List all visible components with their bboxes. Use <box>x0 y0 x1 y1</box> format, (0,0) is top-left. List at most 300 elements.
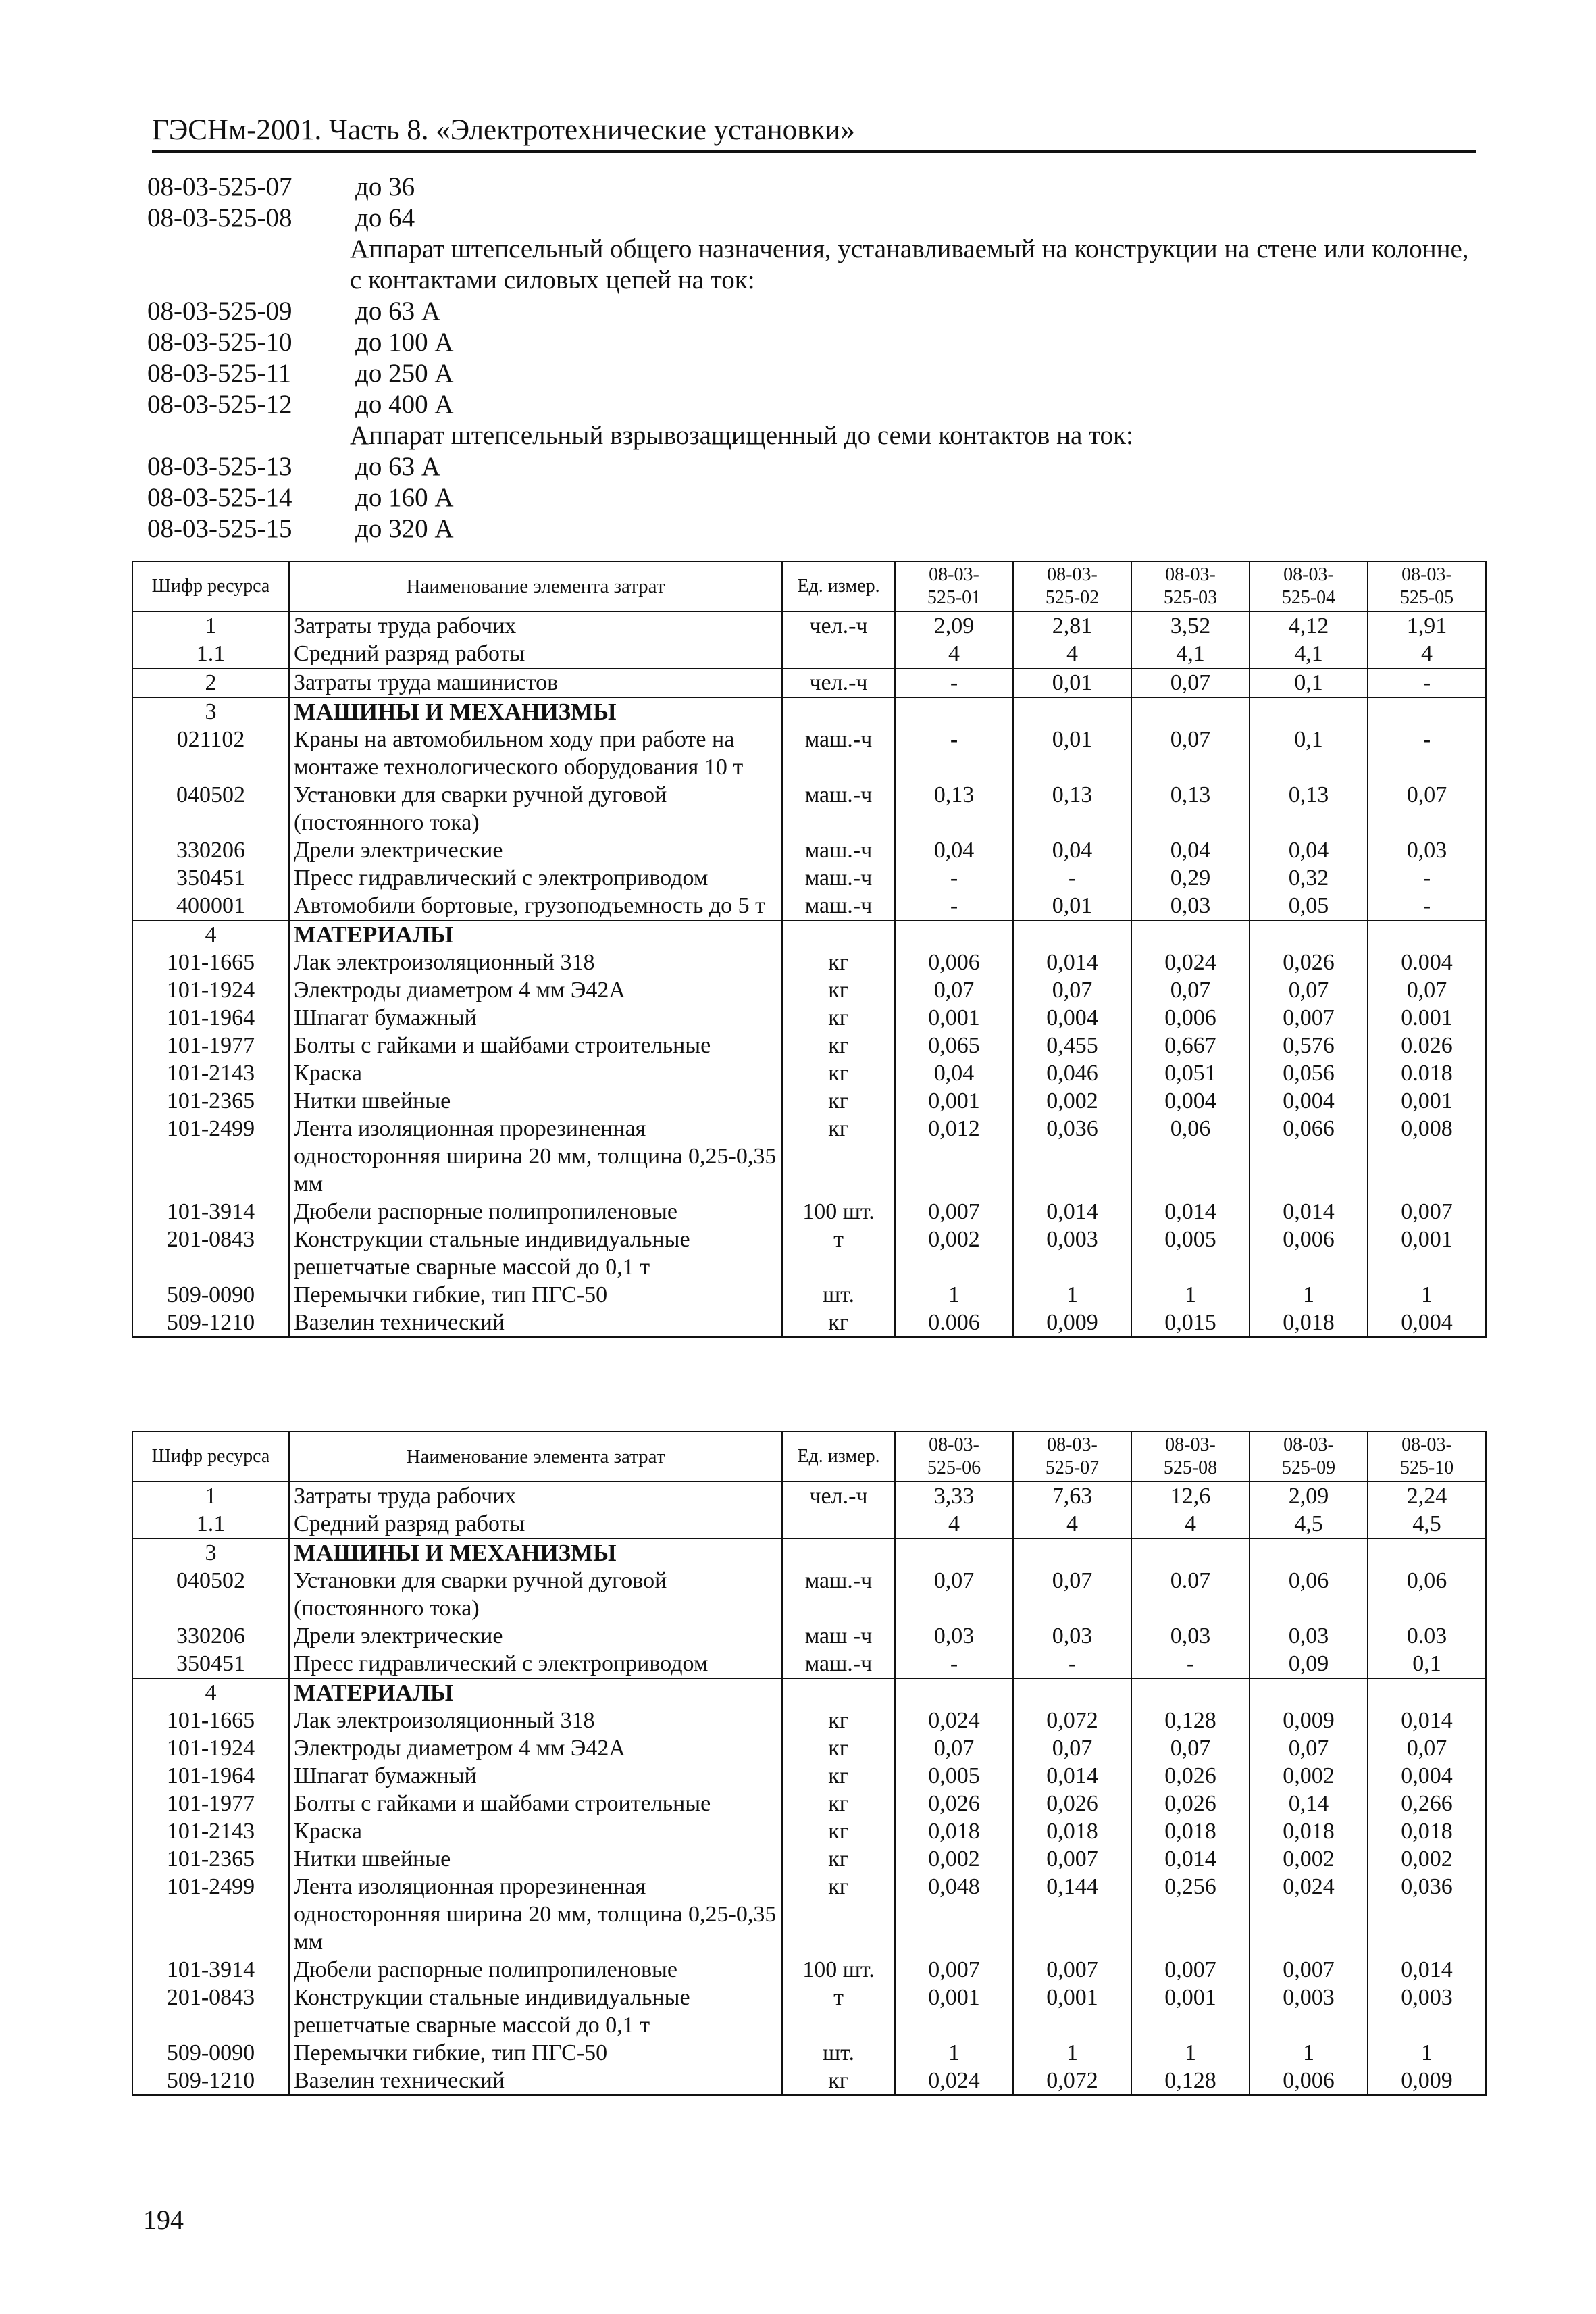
row-value: 0,046 <box>1013 1059 1131 1087</box>
row-value: 0,07 <box>895 1734 1013 1762</box>
row-unit: т <box>782 1226 895 1281</box>
table-row <box>132 1650 1486 1678</box>
row-value: 7,63 <box>1013 1482 1131 1510</box>
table-row <box>132 1845 1486 1873</box>
row-code: 101-2143 <box>132 1059 289 1087</box>
row-value: 0,004 <box>1368 1309 1486 1337</box>
row-unit: кг <box>782 1873 895 1956</box>
row-unit: чел.-ч <box>782 611 895 640</box>
row-value: 0,009 <box>1013 1309 1131 1337</box>
header-norm-code-part: 08-03- <box>1401 1434 1452 1455</box>
row-name: МАТЕРИАЛЫ <box>289 920 782 949</box>
table-row <box>132 1678 1486 1707</box>
row-code: 101-2365 <box>132 1845 289 1873</box>
row-name: Шпагат бумажный <box>289 1762 782 1790</box>
resource-code: 08-03-525-12 <box>147 390 292 419</box>
resource-code: 08-03-525-13 <box>147 452 292 481</box>
resource-description: Аппарат штепсельный взрывозащищенный до семи контактов на ток: <box>350 421 1133 450</box>
table-row <box>132 1059 1486 1087</box>
row-name: Пресс гидравлический с электроприводом <box>289 864 782 892</box>
table-row <box>132 976 1486 1004</box>
row-value <box>1368 1538 1486 1567</box>
row-value: 0,002 <box>1250 1845 1368 1873</box>
row-name: Установки для сварки ручной дуговой (постоянного тока) <box>289 781 782 836</box>
resource-description: до 63 А <box>355 452 441 481</box>
row-value: 0,002 <box>1368 1845 1486 1873</box>
header-norm-code-part: 08-03- <box>929 1434 979 1455</box>
row-unit: кг <box>782 1707 895 1734</box>
header-norm-code-part: 08-03- <box>1165 564 1216 585</box>
row-value: 0,003 <box>1013 1226 1131 1281</box>
row-name: Вазелин технический <box>289 2067 782 2095</box>
row-value: 4 <box>1013 1510 1131 1538</box>
header-norm-code-part: 08-03- <box>1047 564 1098 585</box>
row-value: 0,03 <box>895 1622 1013 1650</box>
header-norm-code <box>1131 1432 1250 1482</box>
row-value <box>895 1538 1013 1567</box>
row-unit: кг <box>782 1087 895 1115</box>
row-value: 0,001 <box>895 1087 1013 1115</box>
page-header: ГЭСНм-2001. Часть 8. «Электротехнические установки» <box>152 114 1476 153</box>
row-code: 101-1977 <box>132 1032 289 1059</box>
row-name: Средний разряд работы <box>289 640 782 668</box>
row-value: 1 <box>1250 2039 1368 2067</box>
header-norm-code-part: 525-04 <box>1281 587 1336 608</box>
resource-code <box>147 234 350 296</box>
row-value: 0.001 <box>1368 1004 1486 1032</box>
row-value: 0,026 <box>1131 1762 1250 1790</box>
row-name: Дюбели распорные полипропиленовые <box>289 1956 782 1984</box>
row-value: 0,07 <box>895 1567 1013 1622</box>
row-value <box>1131 920 1250 949</box>
row-value: 4 <box>895 640 1013 668</box>
row-value: 0,1 <box>1250 726 1368 781</box>
row-value: 0,001 <box>1013 1984 1131 2039</box>
row-unit: маш.-ч <box>782 1650 895 1678</box>
row-value: 0,14 <box>1250 1790 1368 1817</box>
row-value: 2,09 <box>1250 1482 1368 1510</box>
row-name: Автомобили бортовые, грузоподъемность до 5 т <box>289 892 782 920</box>
row-unit: шт. <box>782 1281 895 1309</box>
row-value: 0,07 <box>1013 976 1131 1004</box>
row-code: 101-2499 <box>132 1115 289 1198</box>
row-value: 0,009 <box>1250 1707 1368 1734</box>
row-value: 0,004 <box>1368 1762 1486 1790</box>
header-norm-code-part: 525-06 <box>927 1457 981 1478</box>
row-value: 1 <box>895 1281 1013 1309</box>
row-value: 0,007 <box>1368 1198 1486 1226</box>
row-value: 0,014 <box>1131 1198 1250 1226</box>
row-value: - <box>1013 1650 1131 1678</box>
table-row <box>132 1762 1486 1790</box>
row-value: - <box>895 864 1013 892</box>
header-norm-code-part: 08-03- <box>1283 1434 1334 1455</box>
row-value: 0,07 <box>1013 1567 1131 1622</box>
row-value: 0,048 <box>895 1873 1013 1956</box>
table-row <box>132 949 1486 976</box>
row-value: 0,04 <box>895 1059 1013 1087</box>
table-row <box>132 1510 1486 1538</box>
table-row <box>132 1984 1486 2039</box>
row-value: 3,52 <box>1131 611 1250 640</box>
row-code: 1.1 <box>132 640 289 668</box>
row-value <box>1250 1538 1368 1567</box>
row-value <box>1250 920 1368 949</box>
code-list-item <box>147 420 1471 451</box>
table-row <box>132 1734 1486 1762</box>
header-norm-code-part: 525-09 <box>1281 1457 1336 1478</box>
row-value: 0,04 <box>1013 836 1131 864</box>
row-unit: кг <box>782 1059 895 1087</box>
code-list-item <box>147 482 1471 513</box>
row-name: МАШИНЫ И МЕХАНИЗМЫ <box>289 1538 782 1567</box>
row-value <box>895 1678 1013 1707</box>
table-header-row <box>132 561 1486 611</box>
header-norm-code-part: 525-10 <box>1399 1457 1454 1478</box>
row-code: 101-1665 <box>132 1707 289 1734</box>
row-value: 0.07 <box>1131 1567 1250 1622</box>
row-value: 12,6 <box>1131 1482 1250 1510</box>
row-value: 0,07 <box>1131 1734 1250 1762</box>
row-unit <box>782 640 895 668</box>
row-value: 2,81 <box>1013 611 1131 640</box>
resource-code: 08-03-525-09 <box>147 297 292 326</box>
row-value: 0,06 <box>1250 1567 1368 1622</box>
row-value: 0,455 <box>1013 1032 1131 1059</box>
row-unit: кг <box>782 2067 895 2095</box>
header-norm-code-part: 525-03 <box>1163 587 1218 608</box>
row-value <box>1250 1678 1368 1707</box>
row-value: 0,003 <box>1368 1984 1486 2039</box>
row-unit: 100 шт. <box>782 1956 895 1984</box>
header-norm-code-part: 08-03- <box>1283 564 1334 585</box>
row-name: Лак электроизоляционный 318 <box>289 949 782 976</box>
row-value: 0.006 <box>895 1309 1013 1337</box>
row-name: Лак электроизоляционный 318 <box>289 1707 782 1734</box>
row-code: 509-1210 <box>132 2067 289 2095</box>
header-code: Шифр ресурса <box>132 1432 289 1482</box>
row-value: 0,072 <box>1013 1707 1131 1734</box>
row-unit: кг <box>782 1817 895 1845</box>
row-value: 0,13 <box>1013 781 1131 836</box>
header-norm-code-part: 08-03- <box>1401 564 1452 585</box>
row-value: - <box>1368 726 1486 781</box>
header-norm-code-part: 525-02 <box>1045 587 1100 608</box>
row-code: 201-0843 <box>132 1984 289 2039</box>
row-code: 4 <box>132 1678 289 1707</box>
row-value: 0,03 <box>1131 1622 1250 1650</box>
resource-table-2 <box>132 1431 1487 2096</box>
row-value: 0,001 <box>895 1984 1013 2039</box>
row-name: Болты с гайками и шайбами строительные <box>289 1032 782 1059</box>
row-unit: маш.-ч <box>782 781 895 836</box>
row-code: 3 <box>132 697 289 726</box>
row-value: 4,12 <box>1250 611 1368 640</box>
row-value: 0,04 <box>1250 836 1368 864</box>
row-value: 0,026 <box>895 1790 1013 1817</box>
resource-code: 08-03-525-15 <box>147 514 292 543</box>
row-unit: кг <box>782 949 895 976</box>
row-value: - <box>1368 892 1486 920</box>
row-value: 0,014 <box>1013 1762 1131 1790</box>
row-unit <box>782 920 895 949</box>
header-code: Шифр ресурса <box>132 561 289 611</box>
resource-description: до 400 А <box>355 390 454 419</box>
row-code: 101-2365 <box>132 1087 289 1115</box>
row-value: 0,07 <box>1131 976 1250 1004</box>
row-name: Шпагат бумажный <box>289 1004 782 1032</box>
table-row <box>132 864 1486 892</box>
row-value: 0,07 <box>1368 1734 1486 1762</box>
header-norm-code-part: 525-01 <box>927 587 981 608</box>
row-value: 0.03 <box>1368 1622 1486 1650</box>
row-value: 4 <box>1368 640 1486 668</box>
header-norm-code <box>1368 561 1486 611</box>
row-value: 0,128 <box>1131 1707 1250 1734</box>
row-value: 0,29 <box>1131 864 1250 892</box>
row-value: 0,014 <box>1013 1198 1131 1226</box>
code-list-item <box>147 451 1471 482</box>
row-name: Краска <box>289 1059 782 1087</box>
row-code: 1 <box>132 611 289 640</box>
row-code: 101-1964 <box>132 1762 289 1790</box>
row-name: Нитки швейные <box>289 1845 782 1873</box>
row-value <box>895 920 1013 949</box>
row-value: 0,008 <box>1368 1115 1486 1198</box>
row-unit: кг <box>782 1845 895 1873</box>
header-unit: Ед. измер. <box>782 561 895 611</box>
row-value: 0,024 <box>1131 949 1250 976</box>
table-row <box>132 1115 1486 1198</box>
row-unit: чел.-ч <box>782 1482 895 1510</box>
header-norm-code <box>895 561 1013 611</box>
row-value: 0,04 <box>895 836 1013 864</box>
row-value <box>1013 1678 1131 1707</box>
row-value: 0,009 <box>1368 2067 1486 2095</box>
table-header-row <box>132 1432 1486 1482</box>
row-value: 0,014 <box>1013 949 1131 976</box>
row-value: 0,004 <box>1250 1087 1368 1115</box>
row-name: Дрели электрические <box>289 1622 782 1650</box>
header-norm-code <box>1368 1432 1486 1482</box>
row-value: 1,91 <box>1368 611 1486 640</box>
table-row <box>132 726 1486 781</box>
row-unit: шт. <box>782 2039 895 2067</box>
row-value: 0.018 <box>1368 1059 1486 1087</box>
table-row <box>132 1004 1486 1032</box>
row-name: Установки для сварки ручной дуговой (постоянного тока) <box>289 1567 782 1622</box>
row-value: - <box>1368 864 1486 892</box>
table-row <box>132 920 1486 949</box>
row-value: 0,012 <box>895 1115 1013 1198</box>
row-value: 0,007 <box>895 1956 1013 1984</box>
header-norm-code <box>1250 561 1368 611</box>
header-name: Наименование элемента затрат <box>289 1432 782 1482</box>
resource-description: до 250 А <box>355 359 454 388</box>
row-name: Вазелин технический <box>289 1309 782 1337</box>
table-row <box>132 836 1486 864</box>
header-norm-code-part: 525-08 <box>1163 1457 1218 1478</box>
table-row <box>132 1281 1486 1309</box>
row-value: 0,004 <box>1013 1004 1131 1032</box>
row-code: 101-1924 <box>132 1734 289 1762</box>
table-row <box>132 1817 1486 1845</box>
row-value: 0,001 <box>1368 1226 1486 1281</box>
row-value: 0,014 <box>1368 1956 1486 1984</box>
row-name: МАТЕРИАЛЫ <box>289 1678 782 1707</box>
row-code: 350451 <box>132 864 289 892</box>
row-value <box>1368 920 1486 949</box>
row-value: 0,07 <box>1368 976 1486 1004</box>
row-value: 0,007 <box>1013 1845 1131 1873</box>
row-value: 0,07 <box>1131 726 1250 781</box>
row-code: 400001 <box>132 892 289 920</box>
row-unit <box>782 1538 895 1567</box>
row-unit: маш.-ч <box>782 1567 895 1622</box>
row-value: 0,13 <box>895 781 1013 836</box>
row-value: 0,07 <box>895 976 1013 1004</box>
row-value <box>1250 697 1368 726</box>
row-value: 1 <box>1131 1281 1250 1309</box>
row-code: 040502 <box>132 781 289 836</box>
row-value <box>895 697 1013 726</box>
code-list-item <box>147 389 1471 420</box>
row-value: 0,002 <box>1013 1087 1131 1115</box>
row-value: 0,006 <box>1131 1004 1250 1032</box>
row-name: Дюбели распорные полипропиленовые <box>289 1198 782 1226</box>
row-value: - <box>895 668 1013 697</box>
table-row <box>132 2039 1486 2067</box>
row-value: - <box>895 1650 1013 1678</box>
row-value: 1 <box>1368 1281 1486 1309</box>
row-value: 3,33 <box>895 1482 1013 1510</box>
table-row <box>132 781 1486 836</box>
row-code: 509-1210 <box>132 1309 289 1337</box>
row-value: 0,056 <box>1250 1059 1368 1087</box>
row-value: 0,06 <box>1368 1567 1486 1622</box>
row-value: 0,018 <box>1013 1817 1131 1845</box>
row-value: 0,002 <box>895 1226 1013 1281</box>
row-value: 0.004 <box>1368 949 1486 976</box>
row-code: 101-2143 <box>132 1817 289 1845</box>
row-value: 0,07 <box>1250 976 1368 1004</box>
table-row <box>132 1873 1486 1956</box>
code-list-item <box>147 172 1471 203</box>
row-value: 0,065 <box>895 1032 1013 1059</box>
row-value: 0,018 <box>1131 1817 1250 1845</box>
row-value: 1 <box>1131 2039 1250 2067</box>
row-value <box>1013 920 1131 949</box>
resource-description: до 36 <box>355 172 415 201</box>
row-value <box>1131 1538 1250 1567</box>
row-value: 0,576 <box>1250 1032 1368 1059</box>
row-name: Средний разряд работы <box>289 1510 782 1538</box>
resource-description: до 100 А <box>355 328 454 357</box>
table-row <box>132 1790 1486 1817</box>
resource-code <box>147 420 350 451</box>
table-row <box>132 2067 1486 2095</box>
row-code: 3 <box>132 1538 289 1567</box>
row-value: 0,024 <box>895 1707 1013 1734</box>
row-value: 0,03 <box>1131 892 1250 920</box>
row-value: 0,01 <box>1013 668 1131 697</box>
row-value: 0,03 <box>1250 1622 1368 1650</box>
row-value: 0,072 <box>1013 2067 1131 2095</box>
row-value <box>1131 1678 1250 1707</box>
row-name: Перемычки гибкие, тип ПГС-50 <box>289 1281 782 1309</box>
row-value: 1 <box>1368 2039 1486 2067</box>
row-value: 0,09 <box>1250 1650 1368 1678</box>
resource-code: 08-03-525-10 <box>147 328 292 357</box>
table-row <box>132 1226 1486 1281</box>
row-unit: маш -ч <box>782 1622 895 1650</box>
table-row <box>132 697 1486 726</box>
row-value: 4,1 <box>1250 640 1368 668</box>
row-unit: кг <box>782 1115 895 1198</box>
row-value: 0,06 <box>1131 1115 1250 1198</box>
row-name: Дрели электрические <box>289 836 782 864</box>
row-value: 0,018 <box>1250 1817 1368 1845</box>
code-list-item <box>147 203 1471 234</box>
row-code: 101-1977 <box>132 1790 289 1817</box>
row-value: 0,024 <box>895 2067 1013 2095</box>
row-value: 0,005 <box>895 1762 1013 1790</box>
table-row <box>132 1482 1486 1510</box>
header-norm-code-part: 525-05 <box>1399 587 1454 608</box>
row-code: 4 <box>132 920 289 949</box>
row-value: - <box>1013 864 1131 892</box>
table-row <box>132 1198 1486 1226</box>
code-list-item <box>147 358 1471 389</box>
row-value: 0,014 <box>1368 1707 1486 1734</box>
row-value: - <box>1131 1650 1250 1678</box>
row-value: 0,051 <box>1131 1059 1250 1087</box>
row-value <box>1131 697 1250 726</box>
header-unit: Ед. измер. <box>782 1432 895 1482</box>
header-name: Наименование элемента затрат <box>289 561 782 611</box>
row-code: 101-1665 <box>132 949 289 976</box>
row-value: 0,018 <box>1368 1817 1486 1845</box>
table-row <box>132 1032 1486 1059</box>
row-value: 0,006 <box>1250 2067 1368 2095</box>
row-value: 0,05 <box>1250 892 1368 920</box>
row-value: 0,144 <box>1013 1873 1131 1956</box>
row-unit: чел.-ч <box>782 668 895 697</box>
row-value: 0,007 <box>1250 1956 1368 1984</box>
row-value: 0,018 <box>895 1817 1013 1845</box>
table-row <box>132 1567 1486 1622</box>
table-row <box>132 1309 1486 1337</box>
row-unit: кг <box>782 1762 895 1790</box>
resource-code: 08-03-525-07 <box>147 172 292 201</box>
row-value <box>1368 1678 1486 1707</box>
row-value: 0,018 <box>1250 1309 1368 1337</box>
resource-description: до 160 А <box>355 483 454 512</box>
row-value: 4,5 <box>1250 1510 1368 1538</box>
row-value: 0,266 <box>1368 1790 1486 1817</box>
row-name: Лента изоляционная прорезиненная односторонняя ширина 20 мм, толщина 0,25-0,35 мм <box>289 1115 782 1198</box>
row-value: 0,066 <box>1250 1115 1368 1198</box>
row-value: 1 <box>895 2039 1013 2067</box>
row-value: 0,003 <box>1250 1984 1368 2039</box>
row-value: 0,1 <box>1250 668 1368 697</box>
header-norm-code <box>895 1432 1013 1482</box>
row-code: 101-2499 <box>132 1873 289 1956</box>
row-unit: кг <box>782 1790 895 1817</box>
row-name: Затраты труда машинистов <box>289 668 782 697</box>
row-value: 0,01 <box>1013 726 1131 781</box>
row-value: 4 <box>1013 640 1131 668</box>
